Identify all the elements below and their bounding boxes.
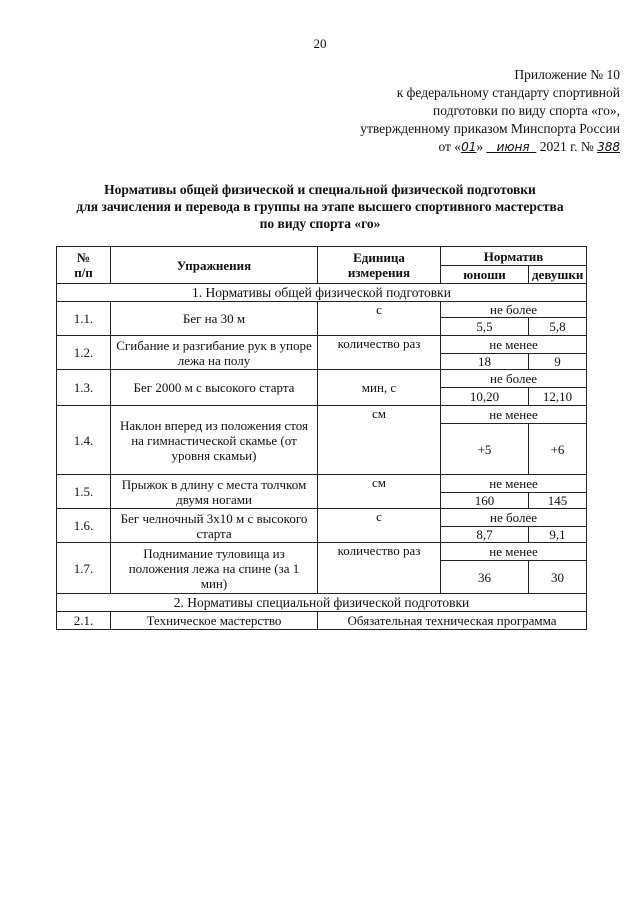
table-row <box>57 302 587 318</box>
section-1-row <box>57 284 587 302</box>
row-girls-value: 30 <box>529 561 587 594</box>
row-number: 1.5. <box>57 475 111 509</box>
row-condition: не менее <box>441 336 587 354</box>
row-unit: количество раз <box>318 336 441 370</box>
row-exercise: Бег 2000 м с высокого старта <box>111 370 318 406</box>
row-exercise: Бег челночный 3х10 м с высокого старта <box>111 509 318 543</box>
date-month-blank <box>486 139 536 154</box>
row-condition: не более <box>441 370 587 388</box>
row-girls-value: 12,10 <box>529 388 587 406</box>
row-condition: не менее <box>441 475 587 493</box>
title-line-3: по виду спорта «го» <box>259 216 381 231</box>
row-boys-value: 10,20 <box>441 388 529 406</box>
date-month: июня <box>496 140 530 154</box>
row-unit: с <box>318 302 441 336</box>
row-technical-program: Обязательная техническая программа <box>318 612 587 630</box>
header-exercise: Упражнения <box>111 247 318 284</box>
row-number: 1.4. <box>57 406 111 475</box>
row-girls-value: 9,1 <box>529 527 587 543</box>
table-row <box>57 543 587 561</box>
title-line-2: для зачисления и перевода в группы на этапе высшего спортивного мастерства <box>76 199 564 214</box>
appendix-header <box>300 66 620 156</box>
row-unit: с <box>318 509 441 543</box>
appendix-date-line <box>300 138 620 156</box>
table-row <box>57 370 587 388</box>
header-num-line-2: п/п <box>74 265 93 280</box>
title-line-1: Нормативы общей физической и специальной физической подготовки <box>104 182 536 197</box>
row-boys-value: 8,7 <box>441 527 529 543</box>
row-boys-value: +5 <box>441 424 529 475</box>
row-boys-value: 18 <box>441 354 529 370</box>
row-number: 2.1. <box>57 612 111 630</box>
appendix-line-4: утвержденному приказом Минспорта России <box>360 121 620 136</box>
row-condition: не более <box>441 302 587 318</box>
header-girls: девушки <box>529 266 587 284</box>
row-boys-value: 5,5 <box>441 318 529 336</box>
row-condition: не менее <box>441 406 587 424</box>
header-num-line-1: № <box>76 250 91 265</box>
row-girls-value: 145 <box>529 493 587 509</box>
order-number: 388 <box>597 140 620 154</box>
section-1-title: 1. Нормативы общей физической подготовки <box>57 284 587 302</box>
row-girls-value: 9 <box>529 354 587 370</box>
row-boys-value: 36 <box>441 561 529 594</box>
date-prefix: от « <box>438 139 462 154</box>
header-boys: юноши <box>441 266 529 284</box>
row-number: 1.7. <box>57 543 111 594</box>
row-boys-value: 160 <box>441 493 529 509</box>
date-suffix: 2021 г. № <box>536 139 598 154</box>
row-exercise: Поднимание туловища из положения лежа на спине (за 1 мин) <box>111 543 318 594</box>
row-condition: не более <box>441 509 587 527</box>
document-title <box>40 181 600 232</box>
table-row <box>57 612 587 630</box>
row-exercise: Техническое мастерство <box>111 612 318 630</box>
date-mid: » <box>476 139 487 154</box>
row-number: 1.1. <box>57 302 111 336</box>
table-row <box>57 336 587 354</box>
row-girls-value: 5,8 <box>529 318 587 336</box>
row-unit: количество раз <box>318 543 441 594</box>
row-number: 1.3. <box>57 370 111 406</box>
appendix-line-3: подготовки по виду спорта «го», <box>433 103 620 118</box>
row-number: 1.2. <box>57 336 111 370</box>
row-condition: не менее <box>441 543 587 561</box>
header-unit-line-1: Единица <box>353 250 405 265</box>
page-number: 20 <box>313 36 327 51</box>
row-unit: см <box>318 406 441 475</box>
header-num <box>57 247 111 284</box>
table-row <box>57 475 587 493</box>
row-unit: мин, с <box>318 370 441 406</box>
appendix-line-1: Приложение № 10 <box>514 67 620 82</box>
header-unit-line-2: измерения <box>347 265 411 280</box>
row-exercise: Прыжок в длину с места толчком двумя ногами <box>111 475 318 509</box>
date-day: 01 <box>461 140 477 154</box>
row-exercise: Наклон вперед из положения стоя на гимнастической скамье (от уровня скамьи) <box>111 406 318 475</box>
row-girls-value: +6 <box>529 424 587 475</box>
row-exercise: Сгибание и разгибание рук в упоре лежа на полу <box>111 336 318 370</box>
row-exercise: Бег на 30 м <box>111 302 318 336</box>
header-row-1 <box>57 247 587 266</box>
table-row <box>57 509 587 527</box>
appendix-line-2: к федеральному стандарту спортивной <box>396 85 620 100</box>
header-unit <box>318 247 441 284</box>
section-2-row <box>57 594 587 612</box>
norms-table <box>56 246 587 630</box>
section-2-title: 2. Нормативы специальной физической подготовки <box>57 594 587 612</box>
row-number: 1.6. <box>57 509 111 543</box>
row-unit: см <box>318 475 441 509</box>
table-row <box>57 406 587 424</box>
header-norm: Норматив <box>441 247 587 266</box>
